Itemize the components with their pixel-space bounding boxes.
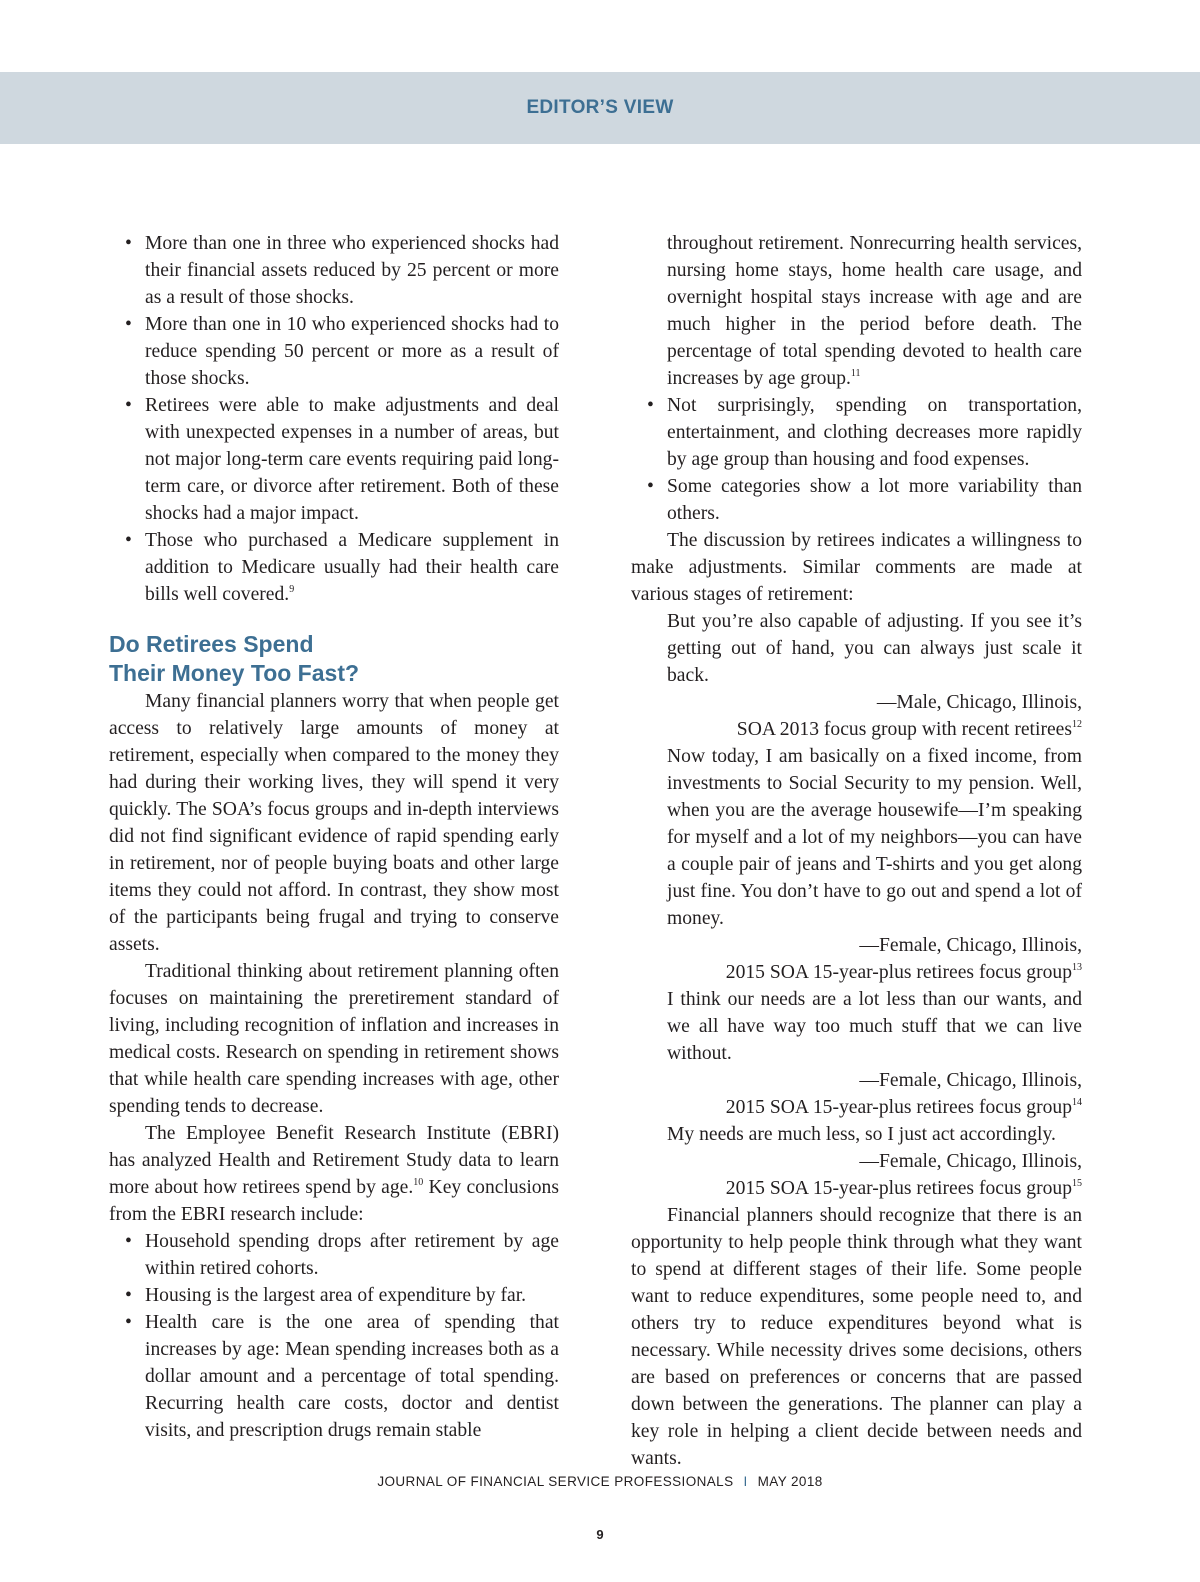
quote-source-text: SOA 2013 focus group with recent retirees (736, 719, 1072, 740)
quote-source (631, 716, 1082, 743)
quote-text: I think our needs are a lot less than our wants, and we all have way too much stuff that we can live without. (667, 989, 1082, 1064)
quote-source-text: 2015 SOA 15-year-plus retirees focus group (725, 962, 1072, 983)
block-quote (631, 743, 1082, 986)
footnote-ref: 10 (413, 1177, 424, 1188)
section-title: EDITOR’S VIEW (526, 97, 674, 118)
paragraph: Many financial planners worry that when people get access to relatively large amounts of money at retirement, especially when compared to the money they had during their working lives, they will spend it very quickly. The SOA’s focus groups and in-depth interviews did not find significant evidence of rapid spending early in retirement, nor of people buying boats and other large items they could not afford. In contrast, they show most of the participants being frugal and trying to conserve assets. (109, 691, 559, 955)
paragraph-text: Key conclusions from the EBRI research include: (109, 1177, 559, 1225)
quote-text: But you’re also capable of adjusting. If you see it’s getting out of hand, you can always just scale it back. (667, 611, 1082, 686)
list-item: • More than one in three who experienced shocks had their financial assets reduced by 25 percent or more as a result of those shocks. (145, 230, 559, 311)
heading-line-2: Their Money Too Fast? (109, 660, 360, 686)
spending-findings-list (631, 392, 1082, 527)
list-item: • Not surprisingly, spending on transportation, entertainment, and clothing decreases more rapidly by age group than housing and food expenses. (667, 392, 1082, 473)
right-column (631, 230, 1082, 1472)
paragraph: Financial planners should recognize that there is an opportunity to help people think through what they want to spend at different stages of their life. Some people want to reduce expenditures, some people need to, and others try to reduce expenditures beyond what is necessary. While necessity drives some decisions, others are based on preferences or concerns that are passed down between the generations. The planner can play a key role in helping a client decide between needs and wants. (631, 1205, 1082, 1469)
left-column (109, 230, 559, 1444)
footnote-ref: 11 (850, 368, 861, 379)
bullet-continuation (631, 230, 1082, 392)
list-item: • Retirees were able to make adjustments and deal with unexpected expenses in a number of areas, but not major long-term care events requiring paid long-term care, or divorce after retirement. Both of these shocks had a major impact. (145, 392, 559, 527)
list-item (145, 527, 559, 608)
footnote-ref: 15 (1072, 1178, 1082, 1189)
quote-attribution: —Male, Chicago, Illinois, (876, 692, 1082, 713)
page-footer (0, 1474, 1200, 1489)
footnote-ref: 12 (1072, 719, 1082, 730)
list-item: • More than one in 10 who experienced shocks had to reduce spending 50 percent or more as a result of those shocks. (145, 311, 559, 392)
quote-source (631, 1094, 1082, 1121)
quote-text: Now today, I am basically on a fixed income, from investments to Social Security to my pension. Well, when you are the average housewife—I’m speaking for myself and a lot of my neighbors—you can have a couple pair of jeans and T-shirts and you get along just fine. You don’t have to go out and spend a lot of money. (667, 746, 1082, 929)
section-banner (0, 72, 1200, 144)
block-quote (631, 1121, 1082, 1202)
footnote-ref: 13 (1072, 962, 1082, 973)
footnote-ref: 9 (289, 584, 295, 595)
list-item: • Household spending drops after retirement by age within retired cohorts. (145, 1228, 559, 1282)
block-quote (631, 986, 1082, 1121)
heading-line-1: Do Retirees Spend (109, 631, 314, 657)
quote-attribution: —Female, Chicago, Illinois, (859, 1151, 1082, 1172)
shock-findings-list (109, 230, 559, 608)
paragraph: Traditional thinking about retirement planning often focuses on maintaining the preretirement standard of living, including recognition of inflation and increases in medical costs. Research on spending in retirement shows that while health care spending increases with age, other spending tends to decrease. (109, 961, 559, 1117)
section-heading (109, 630, 559, 688)
quote-source-text: 2015 SOA 15-year-plus retirees focus group (725, 1097, 1072, 1118)
footnote-ref: 14 (1072, 1097, 1082, 1108)
list-item-text: Those who purchased a Medicare supplement in addition to Medicare usually had their health care bills well covered. (145, 530, 559, 605)
paragraph-text: throughout retirement. Nonrecurring health services, nursing home stays, home health care usage, and overnight hospital stays increase with age and are much higher in the period before death. The percentage of total spending devoted to health care increases by age group. (667, 233, 1082, 389)
page-number: 9 (596, 1527, 604, 1542)
journal-name: JOURNAL OF FINANCIAL SERVICE PROFESSIONALS (377, 1474, 734, 1489)
quote-source (631, 1175, 1082, 1202)
list-item: • Some categories show a lot more variability than others. (667, 473, 1082, 527)
ebri-conclusions-list (109, 1228, 559, 1444)
quote-source-text: 2015 SOA 15-year-plus retirees focus group (725, 1178, 1072, 1199)
issue-date: MAY 2018 (757, 1474, 823, 1489)
paragraph-text: The Employee Benefit Research Institute (EBRI) has analyzed Health and Retirement Study data to learn more about how retirees spend by age. (109, 1123, 559, 1198)
paragraph (109, 1120, 559, 1228)
list-item: • Housing is the largest area of expenditure by far. (145, 1282, 559, 1309)
quote-attribution: —Female, Chicago, Illinois, (859, 935, 1082, 956)
quote-text: My needs are much less, so I just act accordingly. (667, 1124, 1056, 1145)
block-quote (631, 608, 1082, 743)
footer-separator: I (743, 1474, 748, 1489)
quote-attribution: —Female, Chicago, Illinois, (859, 1070, 1082, 1091)
paragraph: The discussion by retirees indicates a willingness to make adjustments. Similar comments are made at various stages of retirement: (631, 530, 1082, 605)
quote-source (631, 959, 1082, 986)
list-item: • Health care is the one area of spending that increases by age: Mean spending increases both as a dollar amount and a percentage of total spending. Recurring health care costs, doctor and dentist visits, and prescription drugs remain stable (145, 1309, 559, 1444)
